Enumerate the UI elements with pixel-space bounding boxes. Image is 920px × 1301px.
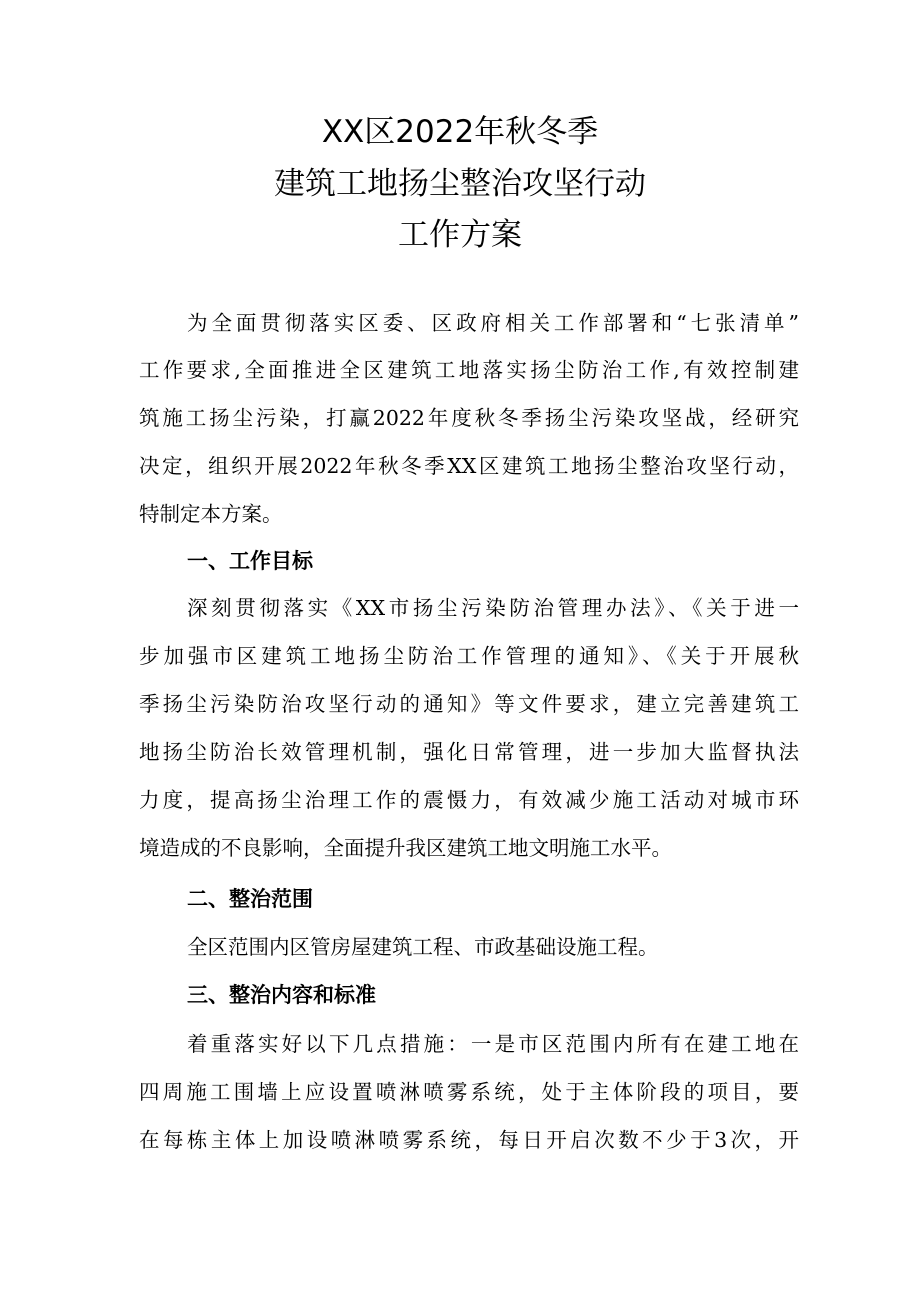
- section-goals-line: 境造成的不良影响，全面提升我区建筑工地文明施工水平。: [139, 836, 672, 860]
- section-content-line: 着重落实好以下几点措施：一是市区范围内所有在建工地在: [187, 1032, 799, 1056]
- intro-line: 筑施工扬尘污染，打赢2022年度秋冬季扬尘污染攻坚战，经研究: [139, 406, 799, 430]
- section-scope-line: 全区范围内区管房屋建筑工程、市政基础设施工程。: [187, 935, 659, 959]
- section-heading-scope: 二、整治范围: [187, 887, 313, 911]
- section-goals-line: 地扬尘防治长效管理机制，强化日常管理，进一步加大监督执法: [139, 740, 799, 764]
- section-content-line: 四周施工围墙上应设置喷淋喷雾系统，处于主体阶段的项目，要: [139, 1080, 799, 1104]
- section-content-line: 在每栋主体上加设喷淋喷雾系统，每日开启次数不少于3次，开: [139, 1128, 799, 1152]
- document-title-line-1: XX区2022年秋冬季: [321, 114, 599, 150]
- document-title-line-3: 工作方案: [398, 217, 522, 253]
- intro-line: 特制定本方案。: [139, 502, 283, 526]
- intro-line: 工作要求,全面推进全区建筑工地落实扬尘防治工作,有效控制建: [139, 358, 799, 382]
- section-goals-line: 力度，提高扬尘治理工作的震慑力，有效减少施工活动对城市环: [139, 788, 799, 812]
- intro-line: 为全面贯彻落实区委、区政府相关工作部署和“七张清单”: [187, 311, 799, 335]
- section-heading-content: 三、整治内容和标准: [187, 983, 376, 1007]
- document-title-line-2: 建筑工地扬尘整治攻坚行动: [274, 166, 646, 202]
- intro-line: 决定，组织开展2022年秋冬季XX区建筑工地扬尘整治攻坚行动，: [139, 454, 799, 478]
- section-goals-line: 步加强市区建筑工地扬尘防治工作管理的通知》、《关于开展秋: [139, 644, 799, 668]
- section-goals-line: 季扬尘污染防治攻坚行动的通知》等文件要求，建立完善建筑工: [139, 692, 799, 716]
- section-heading-goals: 一、工作目标: [187, 549, 313, 573]
- section-goals-line: 深刻贯彻落实《XX市扬尘污染防治管理办法》、《关于进一: [187, 596, 799, 620]
